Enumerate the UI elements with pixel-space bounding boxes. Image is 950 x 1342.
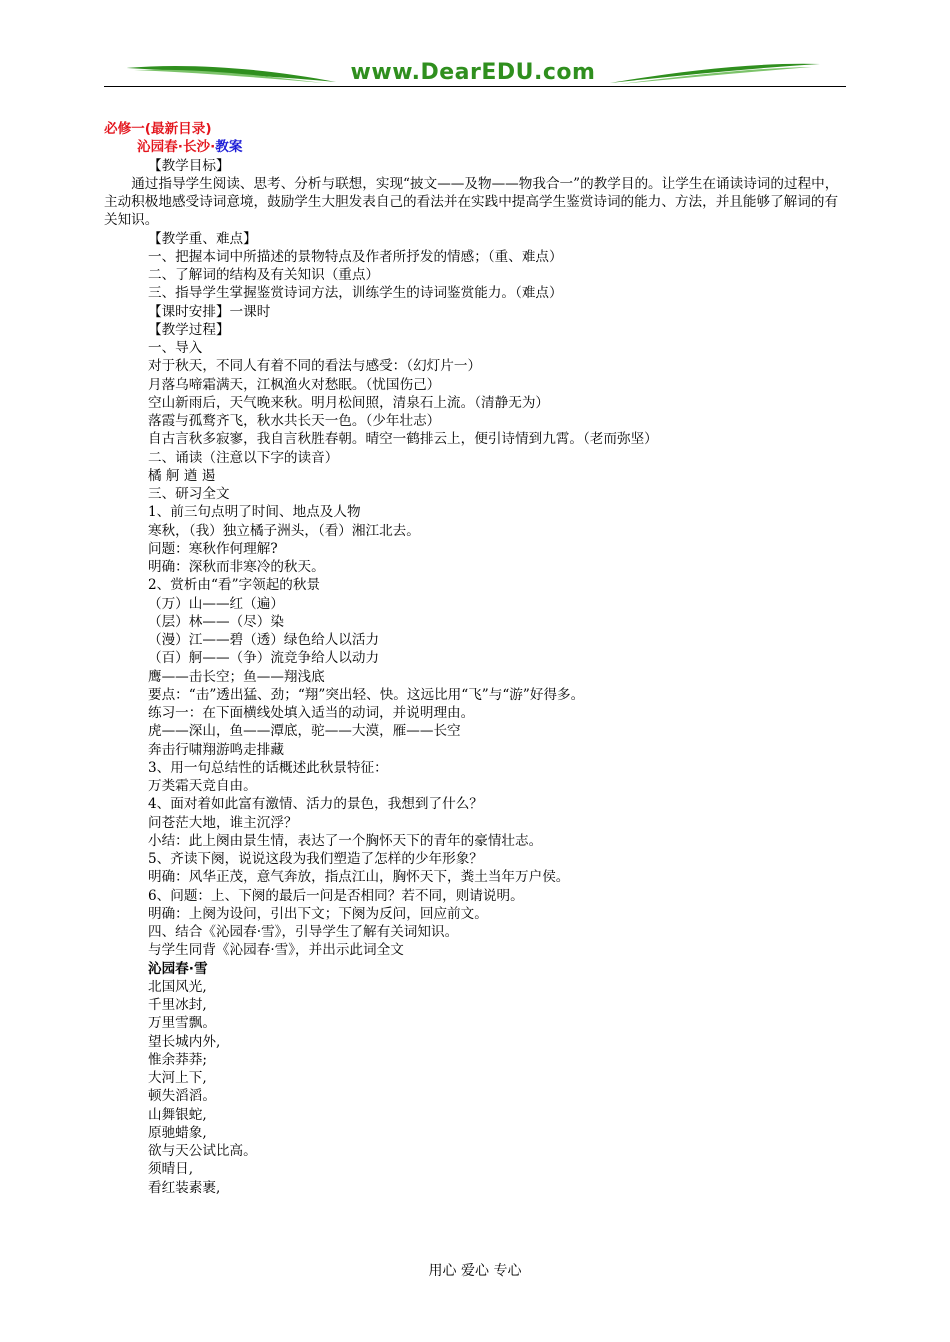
poem-line: 原驰蜡象,: [148, 1124, 207, 1141]
process-line: 落霞与孤鹜齐飞，秋水共长天一色。（少年壮志）: [148, 413, 441, 429]
process-line: 2、赏析由“看”字领起的秋景: [148, 577, 321, 594]
process-line: 4、面对着如此富有激情、活力的景色，我想到了什么？: [148, 796, 483, 813]
key-point-item: 二、了解词的结构及有关知识（重点）: [148, 267, 380, 283]
process-lines: [104, 339, 846, 960]
poem-title: 沁园春·雪: [148, 960, 208, 977]
lesson-title: [104, 138, 846, 156]
poem-line: 顿失滔滔。: [148, 1088, 216, 1105]
page-footer: 用心 爱心 专心: [428, 1263, 522, 1279]
process-line: 明确：上阕为设问，引出下文；下阕为反问，回应前文。: [148, 905, 488, 922]
goal-heading: 【教学目标】: [148, 157, 230, 174]
poem-line: 北国风光,: [148, 978, 207, 995]
process-line: 鹰——击长空；鱼——翔浅底: [148, 668, 325, 685]
poem-line: 欲与天公试比高。: [148, 1143, 257, 1159]
process-line: 四、结合《沁园春·雪》，引导学生了解有关词知识。: [148, 924, 459, 940]
process-line: 5、齐读下阕，说说这段为我们塑造了怎样的少年形象？: [148, 851, 483, 867]
process-line: 问题：寒秋作何理解?: [148, 540, 278, 557]
poem-line: 大河上下,: [148, 1070, 207, 1086]
process-line: 明确：深秋而非寒冷的秋天。: [148, 559, 325, 575]
site-logo[interactable]: www.DearEDU.com: [350, 60, 596, 85]
process-line: 明确：风华正茂，意气奔放，指点江山，胸怀天下，粪土当年万户侯。: [148, 869, 570, 886]
process-line: 1、前三句点明了时间、地点及人物: [148, 504, 361, 521]
process-line: 小结：此上阕由景生情，表达了一个胸怀天下的青年的豪情壮志。: [148, 832, 543, 849]
process-heading: 【教学过程】: [148, 321, 230, 338]
key-points-list: [104, 248, 846, 303]
goal-paragraph: 通过指导学生阅读、思考、分析与联想，实现“披文——及物——物我合一”的教学目的。让学生在诵读诗词的过程中，主动积极地感受诗词意境，鼓励学生大胆发表自己的看法并在实践中提高学生鉴赏诗词的能力、方法，并且能够了解词的有关知识。: [104, 175, 839, 229]
key-heading: 【教学重、难点】: [148, 230, 257, 247]
process-line: 二、诵读（注意以下字的读音）: [148, 449, 339, 466]
header-rule: [104, 86, 846, 87]
process-line: 练习一：在下面横线处填入适当的动词，并说明理由。: [148, 705, 475, 721]
process-line: 三、研习全文: [148, 486, 230, 502]
process-line: 问苍茫大地，谁主沉浮？: [148, 814, 298, 831]
poem-line: 惟余莽莽;: [148, 1051, 207, 1068]
process-line: 一、导入: [148, 340, 203, 356]
poem-line: 万里雪飘。: [148, 1015, 216, 1032]
poem-lines: [104, 978, 846, 1197]
key-point-item: 一、把握本词中所描述的景物特点及作者所抒发的情感；（重、难点）: [148, 248, 563, 265]
key-point-item: 三、指导学生掌握鉴赏诗词方法，训练学生的诗词鉴赏能力。（难点）: [148, 285, 563, 302]
schedule-line: 【课时安排】一课时: [148, 303, 271, 320]
document-body: [104, 120, 846, 1197]
poem-line: 望长城内外,: [148, 1033, 221, 1050]
process-line: 寒秋，（我）独立橘子洲头，（看）湘江北去。: [148, 522, 420, 539]
process-line: （百）舸——（争）流竞争给人以动力: [148, 650, 380, 667]
process-line: 虎——深山，鱼——潭底，驼——大漠，雁——长空: [148, 723, 461, 740]
process-line: 对于秋天，不同人有着不同的看法与感受：（幻灯片一）: [148, 358, 482, 375]
process-line: （层）林——（尽）染: [148, 613, 284, 630]
process-line: （漫）江——碧（透）绿色给人以活力: [148, 632, 380, 648]
process-line: 6、问题：上、下阕的最后一问是否相同？若不同，则请说明。: [148, 887, 524, 904]
process-line: 3、用一句总结性的话概述此秋景特征：: [148, 759, 388, 776]
poem-line: 看红装素裹,: [148, 1179, 221, 1196]
process-line: 奔击行啸翔游鸣走排藏: [148, 741, 284, 758]
lesson-title-suffix: 教案: [215, 139, 243, 156]
poem-line: 山舞银蛇,: [148, 1106, 207, 1123]
lesson-title-main: 沁园春·长沙·: [137, 139, 216, 156]
poem-line: 千里冰封,: [148, 997, 207, 1013]
process-line: 与学生同背《沁园春·雪》，并出示此词全文: [148, 942, 404, 959]
process-line: 要点：“击”透出猛、劲；“翔”突出轻、快。这远比用“飞”与“游”好得多。: [148, 686, 585, 703]
section-title: 必修一(最新目录): [104, 121, 212, 137]
process-line: 万类霜天竞自由。: [148, 778, 257, 794]
process-line: （万）山——红（遍）: [148, 595, 284, 612]
poem-line: 须晴日,: [148, 1161, 194, 1178]
process-line: 自古言秋多寂寥，我自言秋胜春朝。晴空一鹤排云上，便引诗情到九霄。（老而弥坚）: [148, 431, 658, 448]
process-line: 空山新雨后，天气晚来秋。明月松间照，清泉石上流。（清静无为）: [148, 394, 550, 411]
process-line: 橘 舸 遒 遏: [148, 467, 216, 484]
process-line: 月落乌啼霜满天，江枫渔火对愁眠。（忧国伤己）: [148, 376, 441, 393]
